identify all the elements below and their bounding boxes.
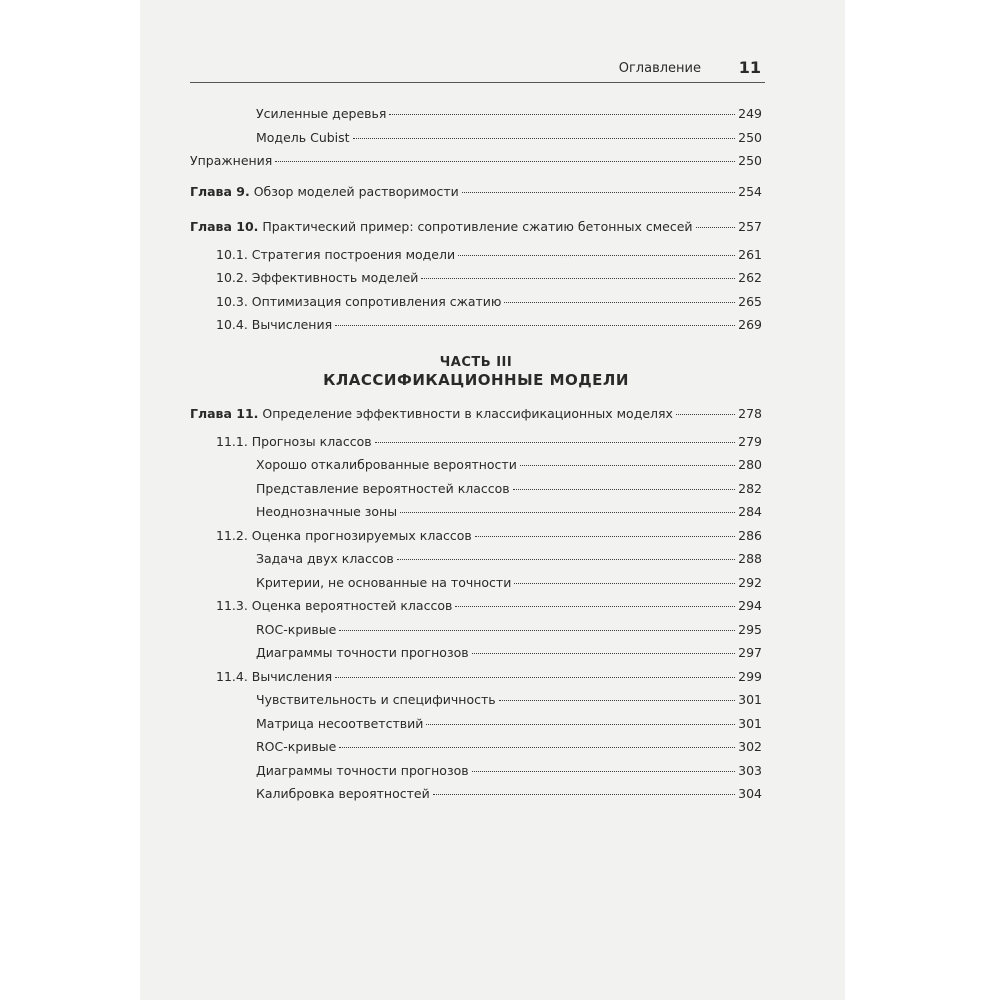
toc-entry-label: 11.1. Прогнозы классов bbox=[216, 433, 372, 449]
toc-entry-label: 10.2. Эффективность моделей bbox=[216, 270, 419, 285]
toc-entry bbox=[190, 645, 762, 669]
bleed-through-text: ⋯ bbox=[560, 250, 572, 264]
toc-entry bbox=[190, 294, 762, 318]
toc-entry bbox=[190, 457, 762, 481]
toc-page-number: 302 bbox=[738, 739, 762, 754]
dot-leader bbox=[504, 302, 735, 303]
toc-entry bbox=[190, 575, 762, 599]
toc-page-number: 286 bbox=[738, 527, 762, 543]
dot-leader bbox=[696, 227, 735, 228]
toc-entry bbox=[190, 786, 762, 810]
toc-entry-label: 11.3. Оценка вероятностей классов bbox=[216, 598, 453, 613]
toc-entry bbox=[190, 434, 762, 458]
part-label: ЧАСТЬ III bbox=[439, 354, 513, 370]
part-title: КЛАССИФИКАЦИОННЫЕ МОДЕЛИ bbox=[323, 370, 629, 389]
header-title: Оглавление bbox=[618, 61, 701, 76]
toc-page-number: 299 bbox=[738, 668, 762, 684]
toc-entry-label: 11.2. Оценка прогнозируемых классов bbox=[216, 527, 472, 543]
toc-entry-label: Неоднозначные зоны bbox=[256, 504, 398, 519]
toc-page-number: 250 bbox=[738, 129, 762, 145]
toc-page-number: 269 bbox=[738, 317, 762, 332]
toc-entry-label: Калибровка вероятностей bbox=[256, 786, 430, 801]
toc-page-number: 249 bbox=[738, 106, 762, 121]
dot-leader bbox=[513, 489, 735, 490]
toc-entry-label: Хорошо откалиброванные вероятности bbox=[256, 457, 517, 472]
dot-leader bbox=[335, 325, 735, 326]
toc-page-number: 292 bbox=[738, 574, 762, 590]
toc-page-number: 282 bbox=[738, 480, 762, 496]
toc-chapter bbox=[190, 399, 762, 434]
toc-entry bbox=[190, 153, 762, 177]
toc-page-number: 295 bbox=[738, 621, 762, 637]
chapter-title: Практический пример: сопротивление сжатию бетонных смесей bbox=[262, 218, 693, 234]
toc-entry-label: 11.4. Вычисления bbox=[216, 668, 333, 684]
toc-section-top bbox=[190, 106, 762, 341]
toc-page-number: 261 bbox=[738, 246, 762, 262]
toc-entry-label: Матрица несоответствий bbox=[256, 715, 424, 731]
toc-page-number: 265 bbox=[738, 293, 762, 309]
toc-page-number: 250 bbox=[738, 153, 762, 168]
header-page-number: 11 bbox=[738, 58, 761, 77]
toc-page-number: 288 bbox=[738, 551, 762, 566]
dot-leader bbox=[426, 724, 735, 725]
toc-chapter-label bbox=[190, 406, 673, 421]
toc-page-number: 303 bbox=[738, 762, 762, 778]
toc-entry bbox=[190, 317, 762, 341]
dot-leader bbox=[472, 771, 735, 772]
dot-leader bbox=[499, 700, 735, 701]
dot-leader bbox=[472, 653, 735, 654]
toc-page-number: 284 bbox=[738, 504, 762, 519]
toc-entry bbox=[190, 130, 762, 154]
toc-entry bbox=[190, 481, 762, 505]
toc-entry-label: Модель Cubist bbox=[256, 129, 350, 145]
dot-leader bbox=[389, 114, 735, 115]
toc-page-number: 257 bbox=[738, 218, 762, 234]
toc-entry-label: Задача двух классов bbox=[256, 551, 394, 566]
toc-entry bbox=[190, 551, 762, 575]
toc-page-number: 279 bbox=[738, 433, 762, 449]
toc-entry-label: Критерии, не основанные на точности bbox=[256, 574, 512, 590]
toc-page-number: 294 bbox=[738, 598, 762, 613]
toc-page-number: 280 bbox=[738, 457, 762, 472]
chapter-number: Глава 10. bbox=[190, 218, 259, 234]
dot-leader bbox=[475, 536, 735, 537]
running-header bbox=[190, 58, 765, 83]
toc-entry-label: Диаграммы точности прогнозов bbox=[256, 645, 469, 660]
dot-leader bbox=[676, 414, 735, 415]
toc-chapter-label bbox=[190, 219, 693, 234]
dot-leader bbox=[462, 192, 735, 193]
toc-entry bbox=[190, 716, 762, 740]
toc-page-number: 254 bbox=[738, 183, 762, 199]
dot-leader bbox=[455, 606, 735, 607]
toc-entry bbox=[190, 739, 762, 763]
toc-page-number: 297 bbox=[738, 645, 762, 660]
dot-leader bbox=[335, 677, 735, 678]
toc-entry bbox=[190, 692, 762, 716]
chapter-title: Обзор моделей растворимости bbox=[253, 183, 459, 199]
toc-entry bbox=[190, 598, 762, 622]
toc-entry bbox=[190, 270, 762, 294]
toc-entry-label: ROC-кривые bbox=[256, 621, 337, 637]
dot-leader bbox=[514, 583, 735, 584]
toc-entry bbox=[190, 669, 762, 693]
part-heading bbox=[190, 341, 762, 399]
toc-entry-label: ROC-кривые bbox=[256, 739, 337, 754]
dot-leader bbox=[353, 138, 735, 139]
toc-chapter-label bbox=[190, 184, 459, 199]
toc-entry-label: Представление вероятностей классов bbox=[256, 480, 510, 496]
toc-page-number: 301 bbox=[738, 692, 762, 707]
table-of-contents bbox=[190, 106, 762, 810]
dot-leader bbox=[339, 747, 735, 748]
toc-entry-label: 10.4. Вычисления bbox=[216, 317, 333, 332]
toc-entry-label: Упражнения bbox=[190, 153, 273, 168]
toc-page-number: 278 bbox=[738, 405, 762, 421]
toc-entry bbox=[190, 528, 762, 552]
dot-leader bbox=[339, 630, 735, 631]
chapter-number: Глава 11. bbox=[190, 405, 259, 421]
toc-chapter bbox=[190, 212, 762, 247]
toc-page-number: 304 bbox=[738, 786, 762, 801]
toc-page-number: 301 bbox=[738, 715, 762, 731]
toc-entry bbox=[190, 504, 762, 528]
toc-entry bbox=[190, 763, 762, 787]
toc-entry-label: Диаграммы точности прогнозов bbox=[256, 762, 469, 778]
toc-entry-label: 10.1. Стратегия построения модели bbox=[216, 246, 456, 262]
dot-leader bbox=[421, 278, 735, 279]
dot-leader bbox=[275, 161, 735, 162]
toc-section-bottom bbox=[190, 399, 762, 810]
toc-entry bbox=[190, 622, 762, 646]
dot-leader bbox=[433, 794, 735, 795]
dot-leader bbox=[458, 255, 735, 256]
chapter-number: Глава 9. bbox=[190, 183, 250, 199]
toc-page-number: 262 bbox=[738, 270, 762, 285]
dot-leader bbox=[400, 512, 735, 513]
toc-entry-label: Усиленные деревья bbox=[256, 106, 387, 121]
dot-leader bbox=[397, 559, 735, 560]
toc-entry bbox=[190, 247, 762, 271]
chapter-title: Определение эффективности в классификационных моделях bbox=[262, 405, 673, 421]
toc-entry bbox=[190, 106, 762, 130]
dot-leader bbox=[375, 442, 735, 443]
toc-entry-label: 10.3. Оптимизация сопротивления сжатию bbox=[216, 293, 502, 309]
dot-leader bbox=[520, 465, 735, 466]
toc-chapter bbox=[190, 177, 762, 212]
toc-entry-label: Чувствительность и специфичность bbox=[256, 692, 496, 707]
